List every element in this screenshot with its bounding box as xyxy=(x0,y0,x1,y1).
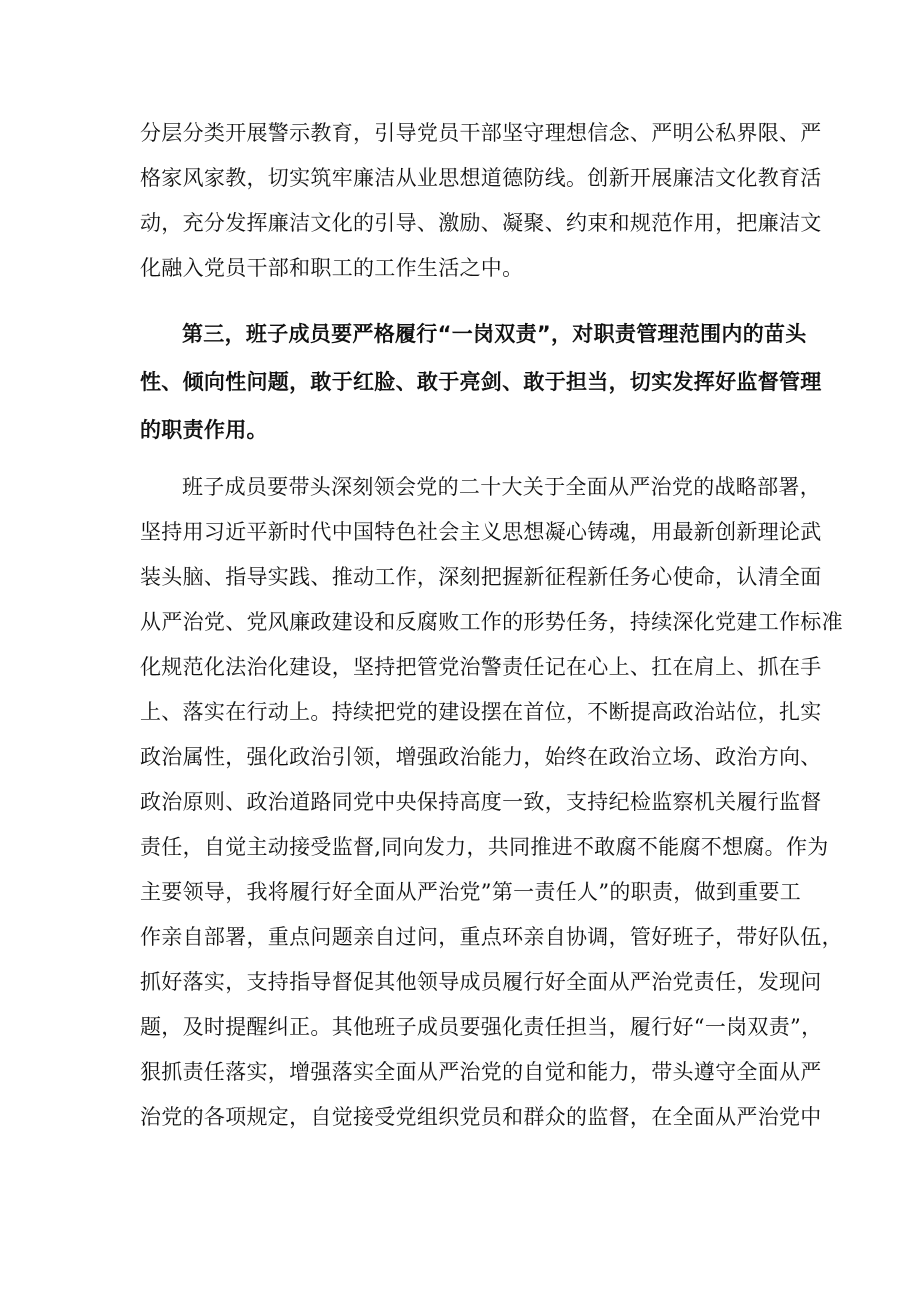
text-line: 政治原则、政治道路同党中央保持高度一致，支持纪检监察机关履行监督 xyxy=(140,790,822,814)
text-line: 题，及时提醒纠正。其他班子成员要强化责任担当，履行好“一岗双责”， xyxy=(140,1015,823,1039)
text-line: 上、落实在行动上。持续把党的建设摆在首位，不断提高政治站位，扎实 xyxy=(140,700,822,724)
text-line: 抓好落实，支持指导督促其他领导成员履行好全面从严治党责任，发现问 xyxy=(140,970,822,994)
text-line: 主要领导，我将履行好全面从严治党”第一责任人”的职责，做到重要工 xyxy=(140,880,802,904)
text-line: 化规范化法治化建设，坚持把管党治警责任记在心上、扛在肩上、抓在手 xyxy=(140,655,822,679)
text-line: 分层分类开展警示教育，引导党员干部坚守理想信念、严明公私界限、严 xyxy=(140,121,822,145)
text-line: 治党的各项规定，自觉接受党组织党员和群众的监督，在全面从严治党中 xyxy=(140,1105,822,1129)
text-line: 化融入党员干部和职工的工作生活之中。 xyxy=(140,256,524,280)
text-line: 责任，自觉主动接受监督,同向发力，共同推进不敢腐不能腐不想腐。作为 xyxy=(140,835,829,859)
text-line: 政治属性，强化政治引领，增强政治能力，始终在政治立场、政治方向、 xyxy=(140,745,822,769)
text-line: 坚持用习近平新时代中国特色社会主义思想凝心铸魂，用最新创新理论武 xyxy=(140,520,822,544)
text-line: 作亲自部署，重点问题亲自过问，重点环亲自协调，管好班子，带好队伍， xyxy=(140,925,843,949)
bold-heading-line: 性、倾向性问题，敢于红脸、敢于亮剑、敢于担当，切实发挥好监督管理 xyxy=(140,370,822,394)
bold-heading-line: 的职责作用。 xyxy=(140,418,268,442)
text-line: 狠抓责任落实，增强落实全面从严治党的自觉和能力，带头遵守全面从严 xyxy=(140,1060,822,1084)
text-line: 动，充分发挥廉洁文化的引导、激励、凝聚、约束和规范作用，把廉洁文 xyxy=(140,211,822,235)
text-line: 班子成员要带头深刻领会党的二十大关于全面从严治党的战略部署， xyxy=(182,475,821,499)
text-line: 从严治党、党风廉政建设和反腐败工作的形势任务，持续深化党建工作标准 xyxy=(140,610,843,634)
text-line: 装头脑、指导实践、推动工作，深刻把握新征程新任务心使命，认清全面 xyxy=(140,565,822,589)
text-line: 格家风家教，切实筑牢廉洁从业思想道德防线。创新开展廉洁文化教育活 xyxy=(140,166,822,190)
bold-heading-line: 第三，班子成员要严格履行“一岗双责”，对职责管理范围内的苗头 xyxy=(182,322,807,346)
